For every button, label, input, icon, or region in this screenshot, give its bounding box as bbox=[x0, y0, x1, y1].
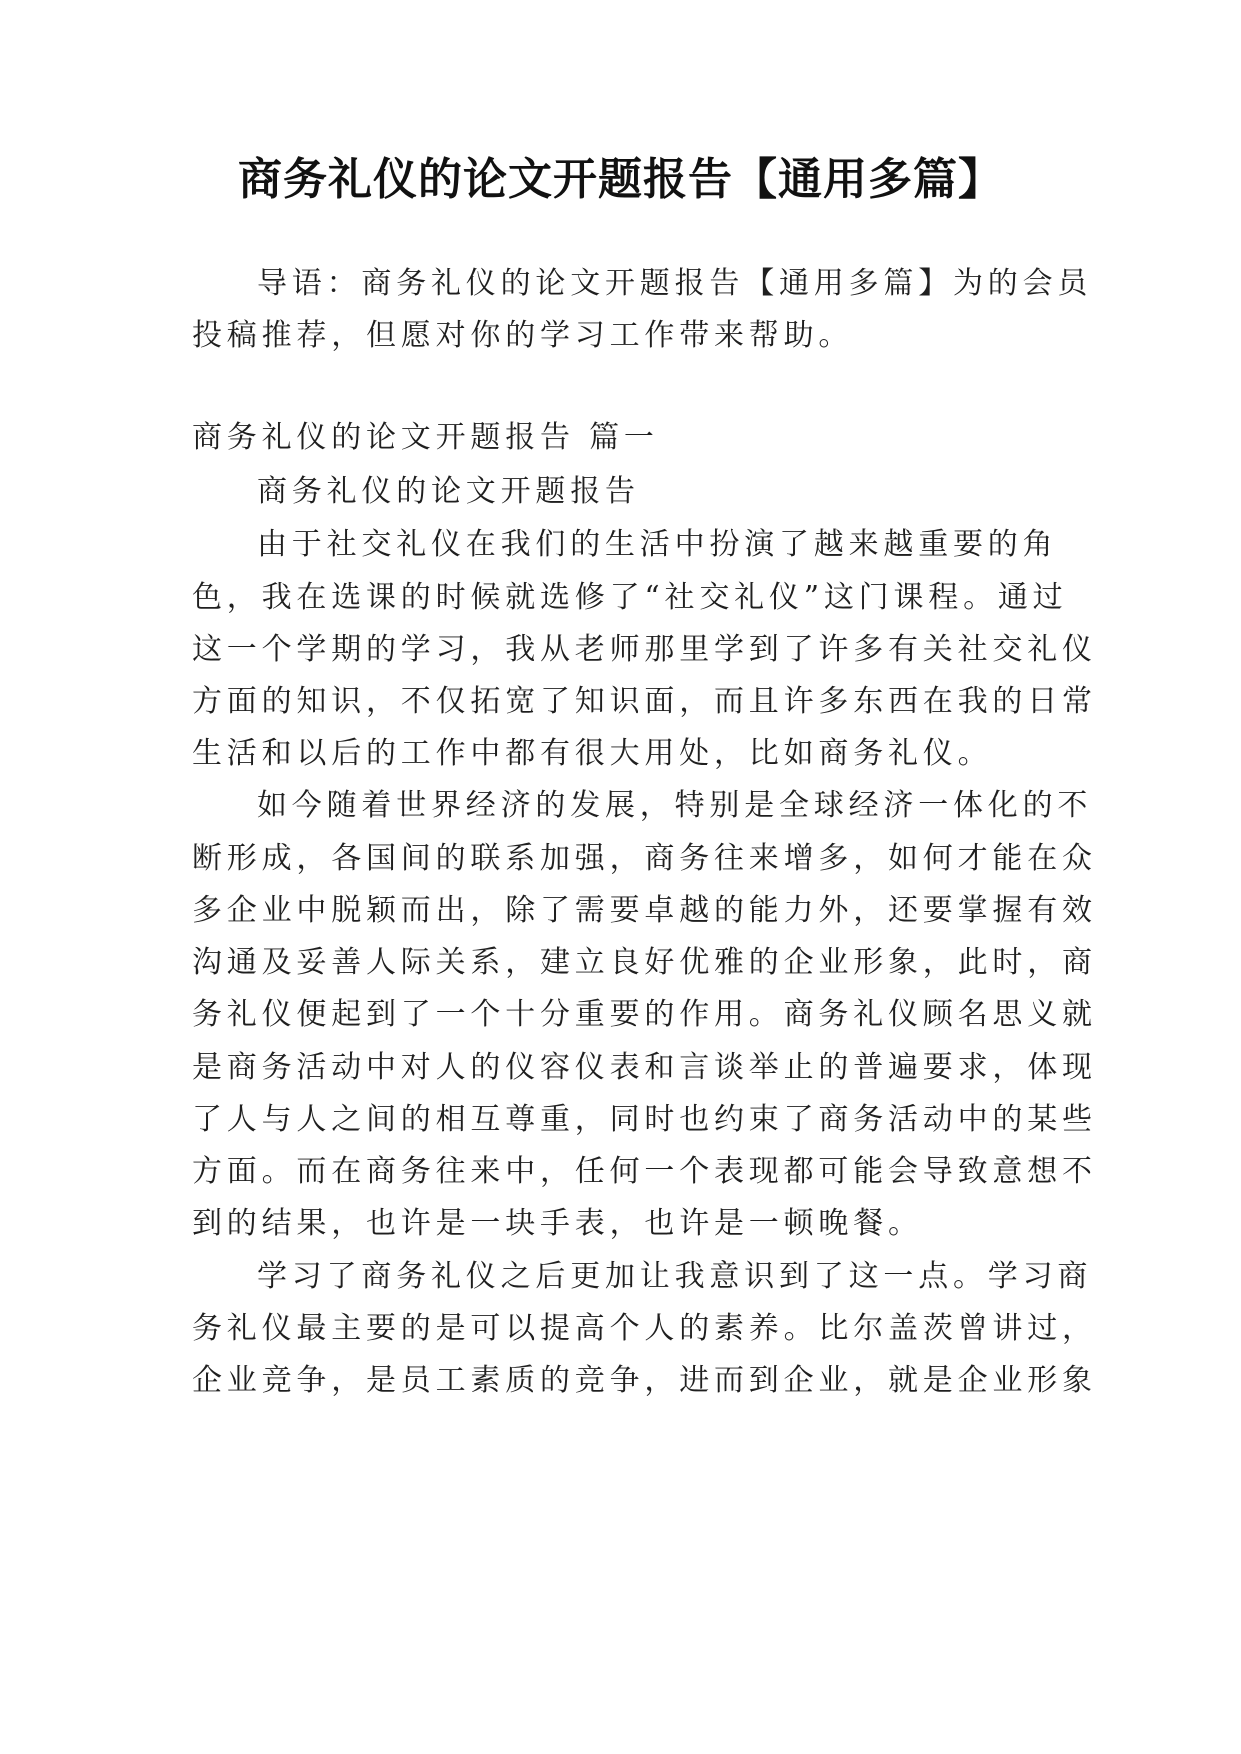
paragraph-line: 方面。而在商务往来中，任何一个表现都可能会导致意想不 bbox=[192, 1154, 1097, 1189]
intro-line: 导语：商务礼仪的论文开题报告【通用多篇】为的会员 bbox=[257, 266, 1093, 301]
paragraph-line: 多企业中脱颖而出，除了需要卓越的能力外，还要掌握有效 bbox=[192, 893, 1097, 928]
paragraph-line: 了人与人之间的相互尊重，同时也约束了商务活动中的某些 bbox=[192, 1102, 1097, 1137]
paragraph-line: 方面的知识，不仅拓宽了知识面，而且许多东西在我的日常 bbox=[192, 684, 1097, 719]
document-title: 商务礼仪的论文开题报告【通用多篇】 bbox=[238, 154, 1003, 205]
section-heading: 商务礼仪的论文开题报告 篇一 bbox=[192, 420, 659, 455]
paragraph-line: 学习了商务礼仪之后更加让我意识到了这一点。学习商 bbox=[257, 1259, 1093, 1294]
intro-line: 投稿推荐，但愿对你的学习工作带来帮助。 bbox=[192, 318, 854, 353]
paragraph-line: 务礼仪便起到了一个十分重要的作用。商务礼仪顾名思义就 bbox=[192, 997, 1097, 1032]
paragraph-line: 是商务活动中对人的仪容仪表和言谈举止的普遍要求，体现 bbox=[192, 1050, 1097, 1085]
paragraph-line: 断形成，各国间的联系加强，商务往来增多，如何才能在众 bbox=[192, 841, 1097, 876]
paragraph-line: 生活和以后的工作中都有很大用处，比如商务礼仪。 bbox=[192, 736, 993, 771]
paragraph-line: 由于社交礼仪在我们的生活中扮演了越来越重要的角 bbox=[257, 527, 1058, 562]
paragraph-line: 如今随着世界经济的发展，特别是全球经济一体化的不 bbox=[257, 788, 1093, 823]
paragraph-line: 企业竞争，是员工素质的竞争，进而到企业，就是企业形象 bbox=[192, 1363, 1097, 1398]
paragraph-line: 沟通及妥善人际关系，建立良好优雅的企业形象，此时，商 bbox=[192, 945, 1097, 980]
paragraph-line: 务礼仪最主要的是可以提高个人的素养。比尔盖茨曾讲过， bbox=[192, 1311, 1097, 1346]
paragraph-line: 色，我在选课的时候就选修了“社交礼仪”这门课程。通过 bbox=[192, 580, 1068, 615]
section-subtitle: 商务礼仪的论文开题报告 bbox=[257, 474, 640, 509]
paragraph-line: 这一个学期的学习，我从老师那里学到了许多有关社交礼仪 bbox=[192, 632, 1097, 667]
paragraph-line: 到的结果，也许是一块手表，也许是一顿晚餐。 bbox=[192, 1206, 923, 1241]
